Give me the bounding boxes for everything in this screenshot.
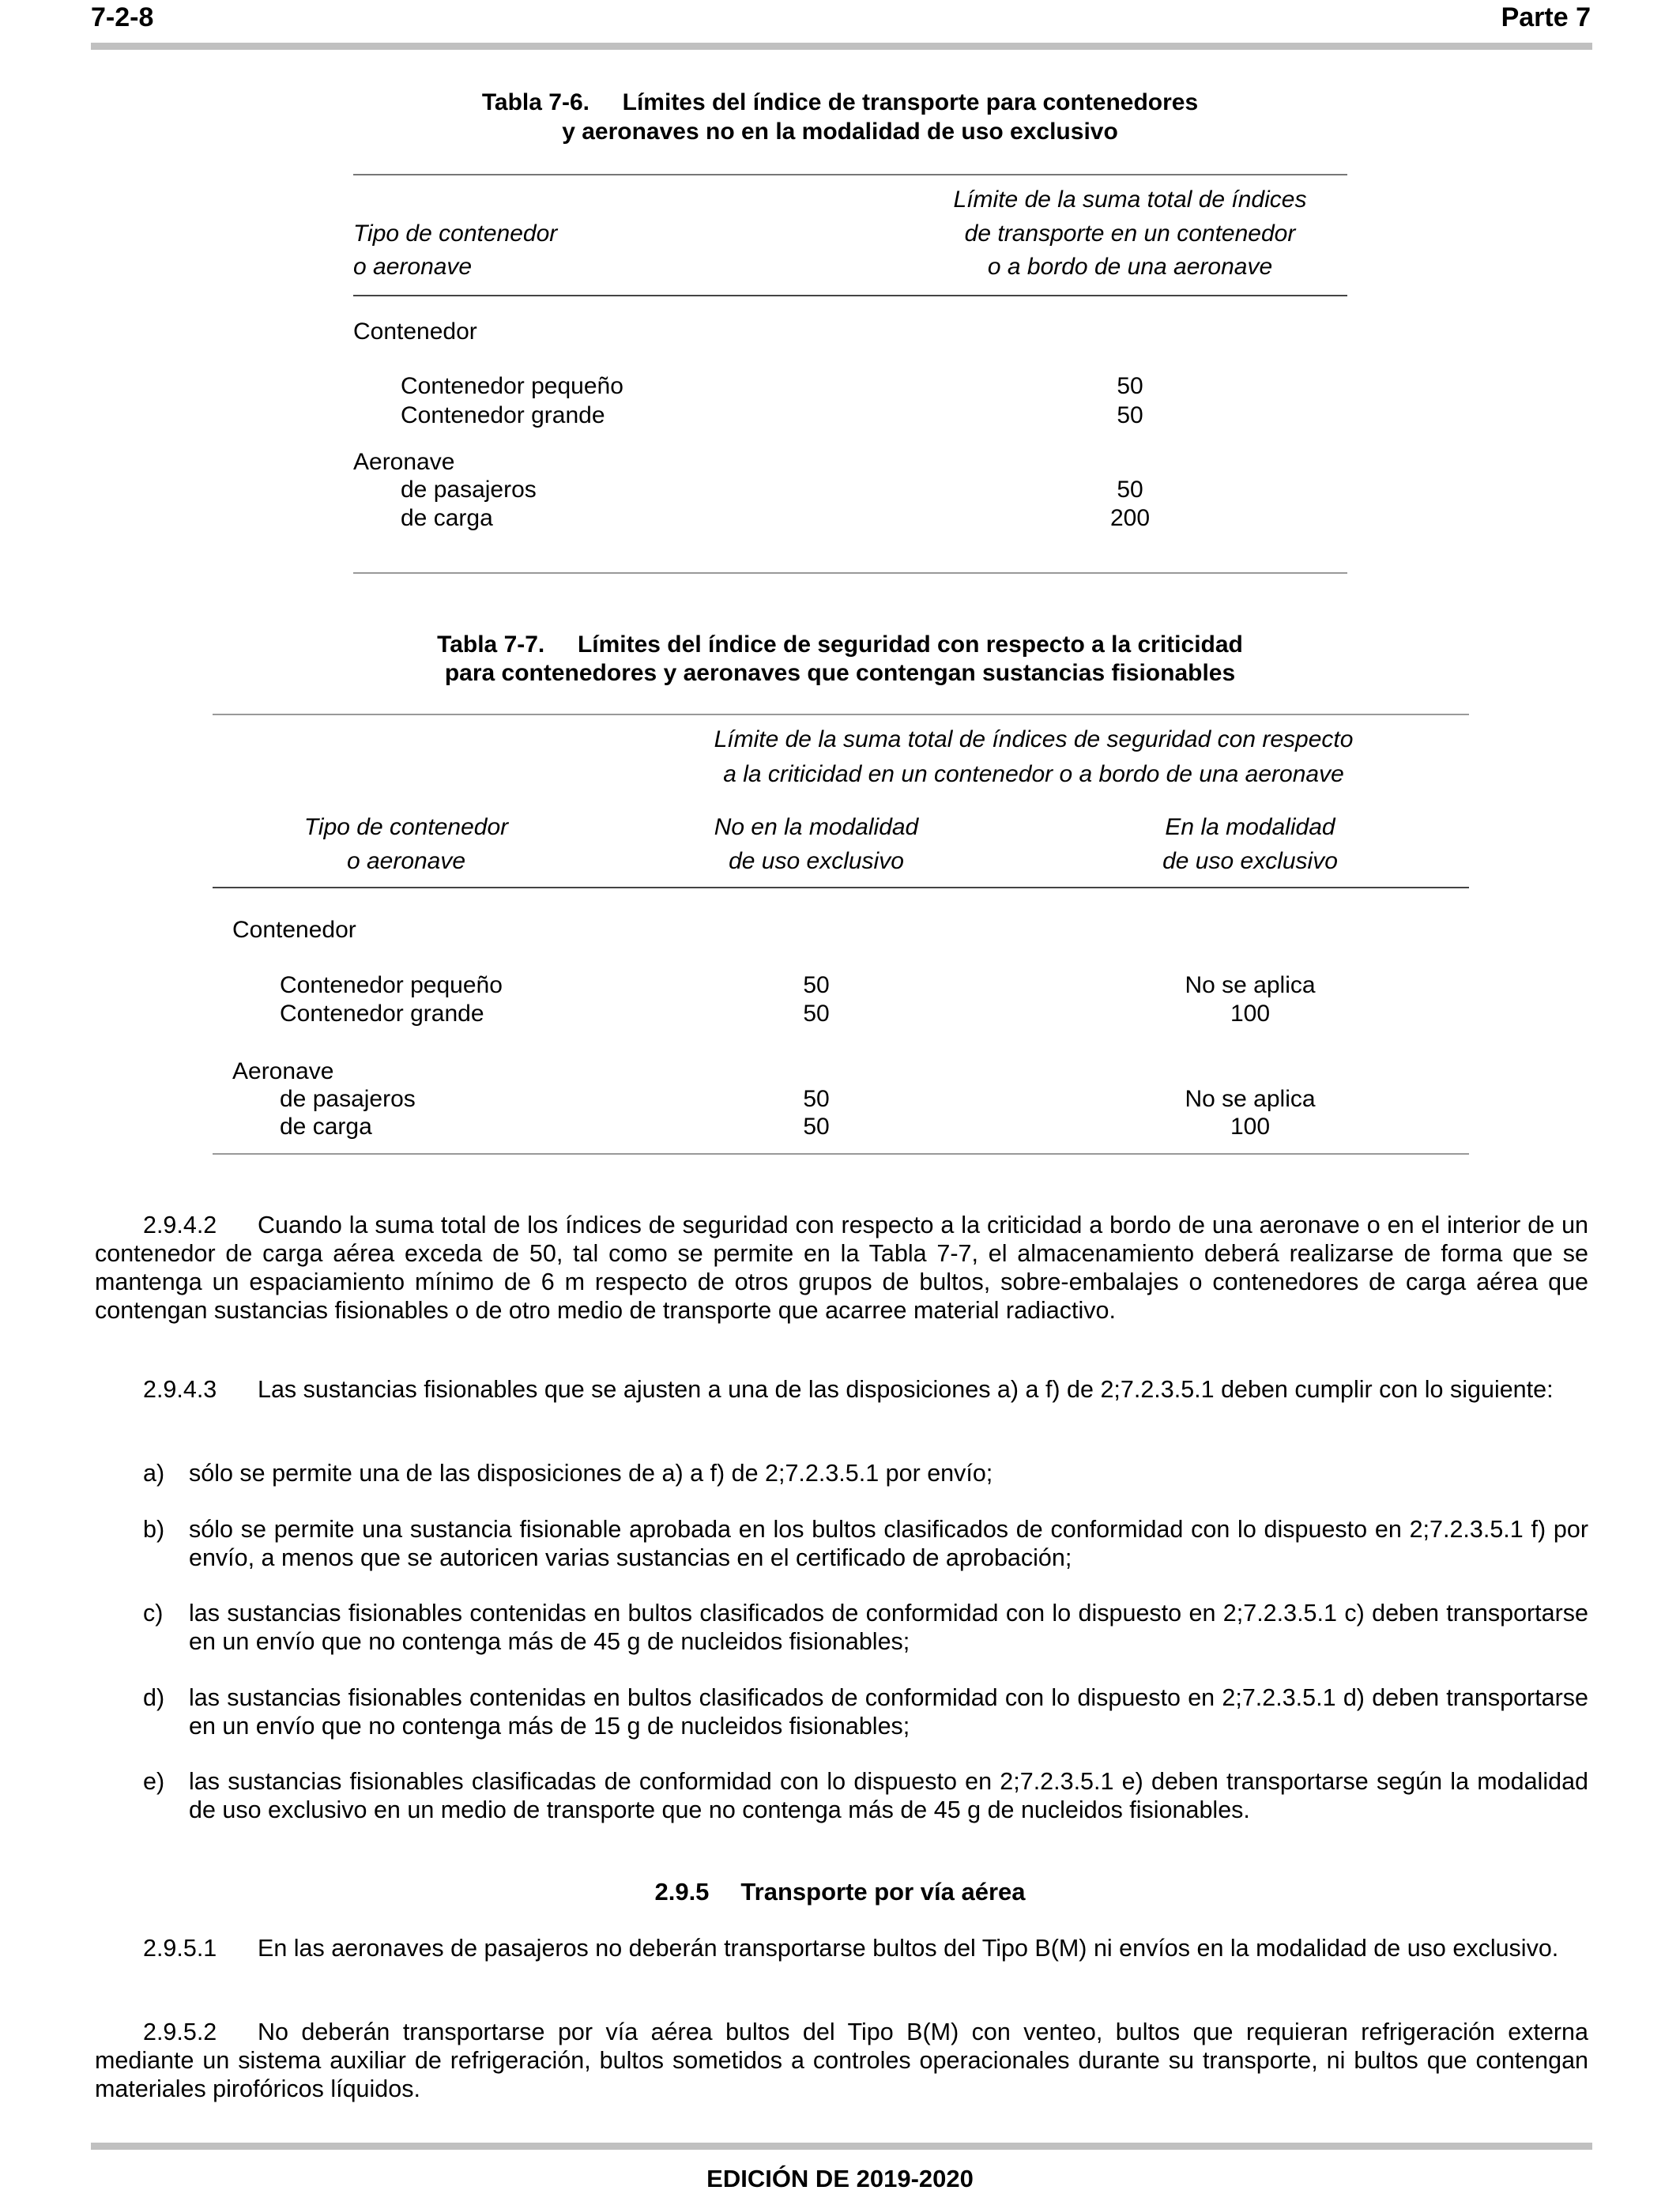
list-label: d) <box>143 1684 165 1711</box>
col-header: Tipo de contenedor <box>303 814 509 840</box>
row-name: de pasajeros <box>280 1086 416 1112</box>
paragraph-number: 2.9.5.2 <box>143 2019 217 2045</box>
row-value: 200 <box>1109 505 1151 531</box>
col-header: de transporte en un contenedor <box>964 221 1296 247</box>
row-value: 100 <box>1230 1114 1271 1140</box>
group-label: Aeronave <box>232 1058 334 1084</box>
row-value: 50 <box>803 972 830 998</box>
list-label: b) <box>143 1516 165 1543</box>
group-label: Contenedor <box>232 917 356 943</box>
list-text: las sustancias fisionables clasificadas de conformidad con lo dispuesto en 2;7.2.3.5.1 e) deben transportarse según la modalidad de uso exclusivo en un medio de transporte que no contenga más de 45 g de nucleidos fisionables. <box>189 1768 1588 1823</box>
group-label: Contenedor <box>353 319 477 345</box>
table-rule <box>353 295 1347 296</box>
list-item <box>143 1459 1588 1487</box>
row-value: 100 <box>1230 1001 1271 1027</box>
section-number: 2.9.5 <box>654 1878 710 1906</box>
list-item <box>143 1515 1588 1572</box>
row-name: de carga <box>280 1114 372 1140</box>
list-text: sólo se permite una de las disposiciones de a) a f) de 2;7.2.3.5.1 por envío; <box>189 1460 993 1487</box>
list-label: c) <box>143 1600 164 1627</box>
list-item <box>143 1683 1588 1740</box>
row-value: 50 <box>1117 373 1143 399</box>
table-rule <box>213 887 1469 888</box>
row-name: de carga <box>401 505 493 531</box>
row-value: No se aplica <box>1185 1086 1316 1112</box>
row-name: Contenedor pequeño <box>280 972 503 998</box>
footer-divider <box>91 2143 1592 2150</box>
header-divider <box>91 43 1592 50</box>
span-header: a la criticidad en un contenedor o a bordo de una aeronave <box>723 761 1344 787</box>
row-value: 50 <box>803 1086 830 1112</box>
row-value: 50 <box>803 1001 830 1027</box>
page-number: 7-2-8 <box>91 2 154 32</box>
table-7-6-title: Tabla 7-6. Límites del índice de transporte para contenedores <box>481 89 1199 115</box>
part-label: Parte 7 <box>1501 2 1591 32</box>
section-title: Transporte por vía aérea <box>740 1878 1026 1906</box>
row-name: Contenedor grande <box>401 402 605 428</box>
table-rule <box>353 572 1347 574</box>
row-value: 50 <box>1117 402 1143 428</box>
paragraph-number: 2.9.4.3 <box>143 1376 217 1403</box>
list-text: las sustancias fisionables contenidas en bultos clasificados de conformidad con lo dispuesto en 2;7.2.3.5.1 d) deben transportarse en un envío que no contenga más de 15 g de nucleidos fisionables; <box>189 1684 1588 1740</box>
row-name: Contenedor grande <box>280 1001 484 1027</box>
table-rule <box>353 174 1347 175</box>
table-7-7-title: Tabla 7-7. Límites del índice de seguridad con respecto a la criticidad <box>437 631 1243 658</box>
col-header: o a bordo de una aeronave <box>987 254 1273 280</box>
table-rule <box>213 714 1469 715</box>
paragraph-text: Las sustancias fisionables que se ajusten a una de las disposiciones a) a f) de 2;7.2.3.5.1 deben cumplir con lo siguiente: <box>258 1376 1554 1403</box>
paragraph-2-9-5-2 <box>95 2018 1588 2103</box>
paragraph-number: 2.9.5.1 <box>143 1935 217 1962</box>
table-7-7-title-line2: para contenedores y aeronaves que contengan sustancias fisionables <box>444 660 1236 686</box>
row-value: 50 <box>1117 477 1143 503</box>
col-header: o aeronave <box>346 848 466 874</box>
paragraph-2-9-4-3 <box>95 1375 1588 1404</box>
col-header: o aeronave <box>353 254 473 280</box>
list-item <box>143 1599 1588 1656</box>
paragraph-text: Cuando la suma total de los índices de seguridad con respecto a la criticidad a bordo de una aeronave o en el interior de un contenedor de carga aérea exceda de 50, tal como se permite en la Tabla 7-7, el almacenamiento deberá realizarse de forma que se mantenga un espaciamiento mínimo de 6 m respecto de otros grupos de bultos, sobre-embalajes o contenedores de carga aérea que contengan sustancias fisionables o de otro medio de transporte que acarree material radiactivo. <box>95 1212 1588 1324</box>
group-label: Aeronave <box>353 449 455 475</box>
row-name: Contenedor pequeño <box>401 373 623 399</box>
span-header: Límite de la suma total de índices de seguridad con respecto <box>714 726 1354 752</box>
list-label: a) <box>143 1460 165 1487</box>
list-item <box>143 1767 1588 1824</box>
list-label: e) <box>143 1768 165 1795</box>
col-header: Tipo de contenedor <box>353 221 558 247</box>
paragraph-text: En las aeronaves de pasajeros no deberán transportarse bultos del Tipo B(M) ni envíos en la modalidad de uso exclusivo. <box>258 1935 1559 1962</box>
table-rule <box>213 1153 1469 1155</box>
footer-edition: EDICIÓN DE 2019-2020 <box>706 2165 974 2192</box>
paragraph-text: No deberán transportarse por vía aérea bultos del Tipo B(M) con venteo, bultos que requieran refrigeración externa mediante un sistema auxiliar de refrigeración, bultos sometidos a controles operacionales durante su transporte, ni bultos que contengan materiales pirofóricos líquidos. <box>95 2019 1588 2102</box>
row-value: No se aplica <box>1185 972 1316 998</box>
row-value: 50 <box>803 1114 830 1140</box>
table-7-6-title-line2: y aeronaves no en la modalidad de uso exclusivo <box>562 119 1118 145</box>
row-name: de pasajeros <box>401 477 537 503</box>
list-text: las sustancias fisionables contenidas en bultos clasificados de conformidad con lo dispuesto en 2;7.2.3.5.1 c) deben transportarse en un envío que no contenga más de 45 g de nucleidos fisionables; <box>189 1600 1588 1655</box>
list-text: sólo se permite una sustancia fisionable aprobada en los bultos clasificados de conformidad con lo dispuesto en 2;7.2.3.5.1 f) por envío, a menos que se autoricen varias sustancias en el certificado de aprobación; <box>189 1516 1588 1571</box>
paragraph-2-9-4-2 <box>95 1211 1588 1325</box>
col-header: No en la modalidad <box>714 814 919 840</box>
col-header: Límite de la suma total de índices <box>953 187 1307 213</box>
paragraph-2-9-5-1 <box>95 1934 1588 1962</box>
section-heading <box>0 1878 1680 1906</box>
col-header: de uso exclusivo <box>729 848 904 874</box>
col-header: En la modalidad <box>1165 814 1335 840</box>
col-header: de uso exclusivo <box>1162 848 1338 874</box>
paragraph-number: 2.9.4.2 <box>143 1212 217 1238</box>
